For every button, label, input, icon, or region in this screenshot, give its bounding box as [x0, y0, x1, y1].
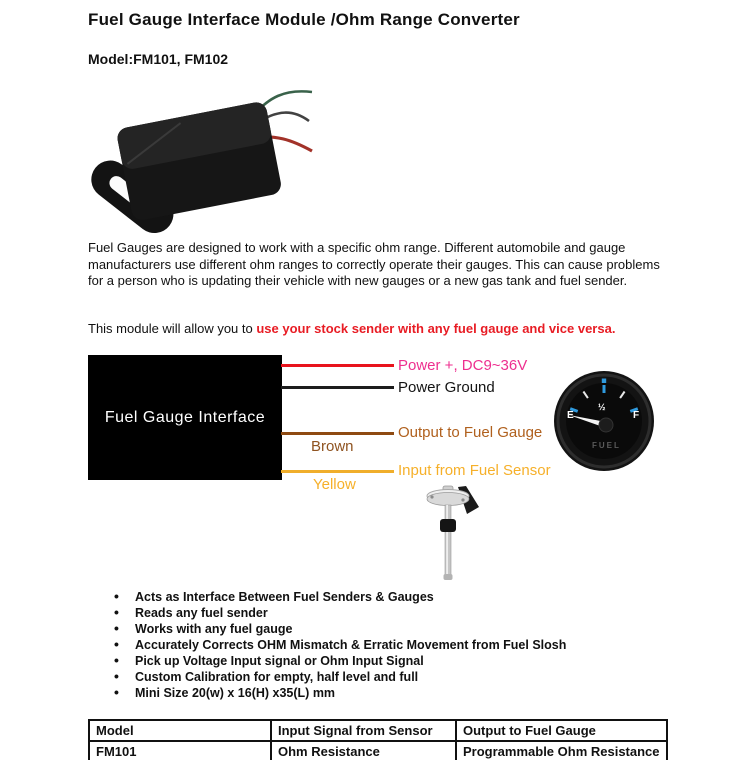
product-photo [88, 84, 316, 236]
wire-label-power-ground: Power Ground [398, 379, 495, 396]
feature-item: • Pick up Voltage Input signal or Ohm Input Signal [112, 653, 566, 669]
lead-in-text: This module will allow you to [88, 321, 257, 336]
model-line: Model:FM101, FM102 [88, 51, 229, 67]
table-header-input: Input Signal from Sensor [271, 720, 456, 741]
fuel-sender-image [418, 483, 498, 585]
wire-power-ground [281, 386, 394, 389]
gauge-label-empty: E [567, 410, 574, 421]
intro-paragraph: Fuel Gauges are designed to work with a specific ohm range. Different automobile and gauge manufacturers use different ohm ranges to correctly operate their gauges. This can cause problems for a person who is updating their vehicle with new gauges or a new gas tank and fuel sender. [88, 240, 660, 288]
wire-input-yellow [281, 470, 394, 473]
lead-line [88, 321, 615, 336]
wire-sublabel-yellow: Yellow [313, 476, 356, 493]
feature-item: • Mini Size 20(w) x 16(H) x35(L) mm [112, 685, 566, 701]
highlight-text: use your stock sender with any fuel gauge and vice versa. [256, 321, 616, 336]
table-cell-model: FM101 [89, 741, 271, 760]
sender-ring [440, 519, 456, 532]
wire-label-power-positive: Power +, DC9~36V [398, 357, 528, 374]
gauge-label-fuel: FUEL [592, 441, 621, 450]
feature-item: • Acts as Interface Between Fuel Senders & Gauges [112, 589, 566, 605]
table-header-output: Output to Fuel Gauge [456, 720, 667, 741]
wire-label-input-sensor: Input from Fuel Sensor [398, 462, 551, 479]
wire-sublabel-brown: Brown [311, 438, 354, 455]
feature-list [112, 589, 566, 701]
fuel-gauge-image [549, 368, 659, 472]
table-header-model: Model [89, 720, 271, 741]
page-title: Fuel Gauge Interface Module /Ohm Range Converter [88, 10, 520, 29]
feature-item: • Accurately Corrects OHM Mismatch & Erratic Movement from Fuel Slosh [112, 637, 566, 653]
wire-output-brown [281, 432, 394, 435]
gauge-label-full: F [633, 410, 640, 421]
interface-box-label: Fuel Gauge Interface [104, 408, 266, 426]
sender-rod [445, 505, 451, 575]
feature-item: • Reads any fuel sender [112, 605, 566, 621]
feature-item: • Custom Calibration for empty, half level and full [112, 669, 566, 685]
table-cell-output: Programmable Ohm Resistance [456, 741, 667, 760]
table-header-row [89, 720, 667, 741]
module-body [116, 101, 283, 222]
spec-table [88, 719, 668, 760]
wire-label-output-gauge: Output to Fuel Gauge [398, 424, 543, 441]
feature-item: • Works with any fuel gauge [112, 621, 566, 637]
wire-power-positive [281, 364, 394, 367]
table-cell-input: Ohm Resistance [271, 741, 456, 760]
gauge-label-half: ½ [598, 402, 606, 412]
gauge-hub [599, 418, 613, 432]
table-row [89, 741, 667, 760]
interface-box [88, 355, 282, 480]
